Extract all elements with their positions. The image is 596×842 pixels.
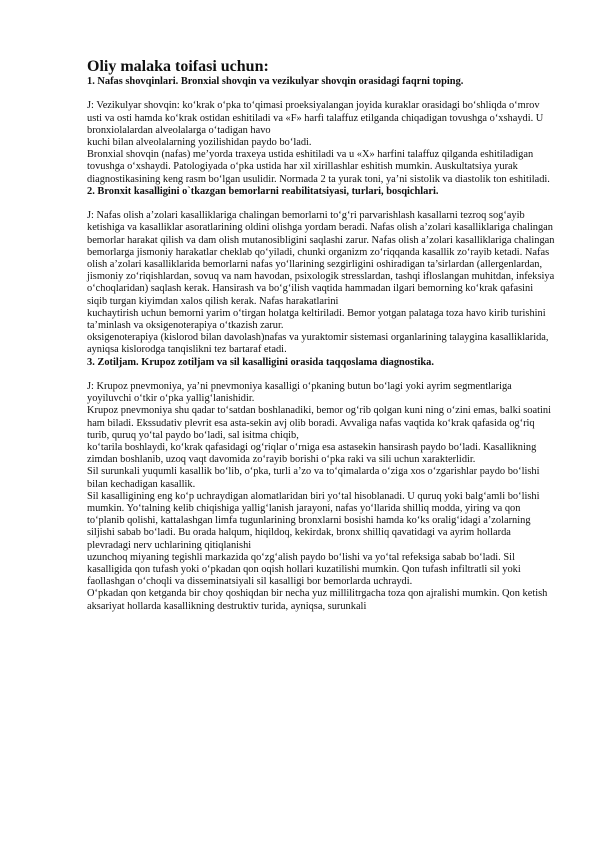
question-heading: 2. Bronxit kasalligini o`tkazgan bemorlarni reabilitatsiyasi, turlari, bosqichlari.	[87, 185, 439, 197]
answer-paragraph: uzunchoq miyaning tegishli markazida qo‘zg‘alish paydo bo‘lishi va yo‘tal refeksiga sabab bo‘ladi. Sil kasalligida qon tufash yoki o‘pkadan qon oqish hollari kuzatilishi mumkin. Qon tufash infiltratli sil yoki faollashgan o‘choqli va disseminatsiyali sil kasalligi bor bemorlarda uchraydi.	[87, 551, 521, 588]
question-section-3	[87, 357, 555, 613]
question-section-1	[87, 76, 555, 186]
answer-paragraph: ko‘tarila boshlaydi, ko‘krak qafasidagi og‘riqlar o‘rniga esa astasekin hansirash paydo bo‘ladi. Kasallikning zimdan boshlanib, uzoq vaqt davomida zo‘rayib borishi o‘pka raki va sili uchun xarakterlidir.	[87, 442, 537, 466]
answer-paragraph: Sil surunkali yuqumli kasallik bo‘lib, o‘pka, turli a’zo va to‘qimalarda o‘ziga xos o‘zgarishlar paydo bo‘lishi bilan kechadigan kasallik.	[87, 466, 540, 490]
answer-paragraph: Bronxial shovqin (nafas) me’yorda traxeya ustida eshitiladi va u «X» harfini talaffuz qilganda eshitiladigan tovushga o‘xshaydi. Patologiyada o‘pka ustida har xil xirillashlar eshitish mumkin. Auskultatsiya yurak diagnostikasining keng rasm bo‘lgan usulidir. Normada 2 ta yurak toni, ya’ni sistolik va diastolik ton eshitiladi.	[87, 149, 550, 185]
answer-paragraph: J: Nafas olish a’zolari kasalliklariga chalingan bemorlarni to‘g‘ri parvarishlash kasallarni tezroq sog‘ayib ketishiga va kasalliklar asoratlarining oldini olishga yordam beradi. Nafas olish a’zolari kasalliklariga chalingan bemorlar harakat qilish va dam olish mutanosibligini saqlashi zarur. Nafas olish a’zolari kasalliklariga chalingan bemorlarga jismoniy harakatlar cheklab qo‘yiladi, chunki organizm zo‘riqqanda kasallik zo‘rayib ketadi. Nafas olish a’zolari kasalliklarida bemorlarni nafas yo‘llarining sezgirligini oshiradigan ta’sirlardan (allergenlardan, jismoniy zo‘riqishlardan, sovuq va nam havodan, psixologik stresslardan, tashqi ifloslangan muhitdan, infeksiya o‘choqlaridan) saqlash kerak. Hansirash va bo‘g‘ilish vaqtida hammadan ilgari bemorning ko‘krak qafasini siqib turgan kiyimdan xalos qilish kerak. Nafas harakatlarini	[87, 210, 555, 307]
answer-paragraph: Krupoz pnevmoniya shu qadar to‘satdan boshlanadiki, bemor og‘rib qolgan kuni ning o‘zini emas, balki soatini ham biladi. Ekssudativ plevrit esa asta-sekin avj olib boradi. Avvaliga nafas vaqtida ko‘krak qafasida og‘riq turib, quruq yo‘tal paydo bo‘ladi, sal isitma chiqib,	[87, 405, 552, 441]
answer-paragraph: Sil kasalligining eng ko‘p uchraydigan alomatlaridan biri yo‘tal hisoblanadi. U quruq yoki balg‘amli bo‘lishi mumkin. Yo‘talning kelib chiqishiga yallig‘lanish jarayoni, nafas yo‘llarida shilliq modda, yiring va qon to‘planib qolishi, kattalashgan limfa tugunlarining bronxlarni bosishi hamda ko‘ks oralig‘idagi a’zolarning siljishi sabab bo‘ladi. Bu orada halqum, hiqildoq, kekirdak, bronx shilliq qavatidagi va ayrim hollarda plevradagi nerv uchlarining qitiqlanishi	[87, 490, 540, 551]
document-content	[87, 76, 555, 613]
answer-paragraph: kuchi bilan alveolalarning yozilishidan paydo bo‘ladi.	[87, 137, 312, 148]
answer-paragraph: kuchaytirish uchun bemorni yarim o‘tirgan holatga keltiriladi. Bemor yotgan palataga toza havo kirib turishini ta’minlash va oksigenoterapiya o‘tkazish zarur.	[87, 307, 546, 332]
spacer	[87, 369, 555, 381]
document-title: Oliy malaka toifasi uchun:	[87, 58, 269, 75]
answer-paragraph: J: Vezikulyar shovqin: ko‘krak o‘pka to‘qimasi proeksiyalangan joyida kuraklar orasidagi bo‘shliqda o‘mrov usti va osti hamda ko‘krak ostidan eshitiladi va «F» harfi talaffuz etilganda chiqadigan tovushga o‘xshaydi. U bronxiolalardan alveolalarga o‘tadigan havo	[87, 100, 544, 136]
question-heading: 1. Nafas shovqinlari. Bronxial shovqin va vezikulyar shovqin orasidagi faqrni toping.	[87, 76, 464, 87]
question-heading: 3. Zotiljam. Krupoz zotiljam va sil kasalligini orasida taqqoslama diagnostika.	[87, 356, 434, 368]
spacer	[87, 88, 555, 100]
answer-paragraph: O‘pkadan qon ketganda bir choy qoshiqdan bir necha yuz millilitrgacha toza qon ajralishi mumkin. Qon ketish aksariyat hollarda kasallikning destruktiv turida, ayniqsa, surunkali	[87, 588, 548, 612]
spacer	[87, 198, 555, 210]
answer-paragraph: J: Krupoz pnevmoniya, ya’ni pnevmoniya kasalligi o‘pkaning butun bo‘lagi yoki ayrim segmentlariga yoyiluvchi o‘tkir o‘pka yallig‘lanishidir.	[87, 381, 512, 405]
question-section-2	[87, 186, 555, 357]
answer-paragraph: oksigenoterapiya (kislorod bilan davolash)nafas va yuraktomir sistemasi organlarining talaygina kasalliklarida, ayniqsa kislorodga tanqislikni tez bartaraf etadi.	[87, 332, 549, 356]
